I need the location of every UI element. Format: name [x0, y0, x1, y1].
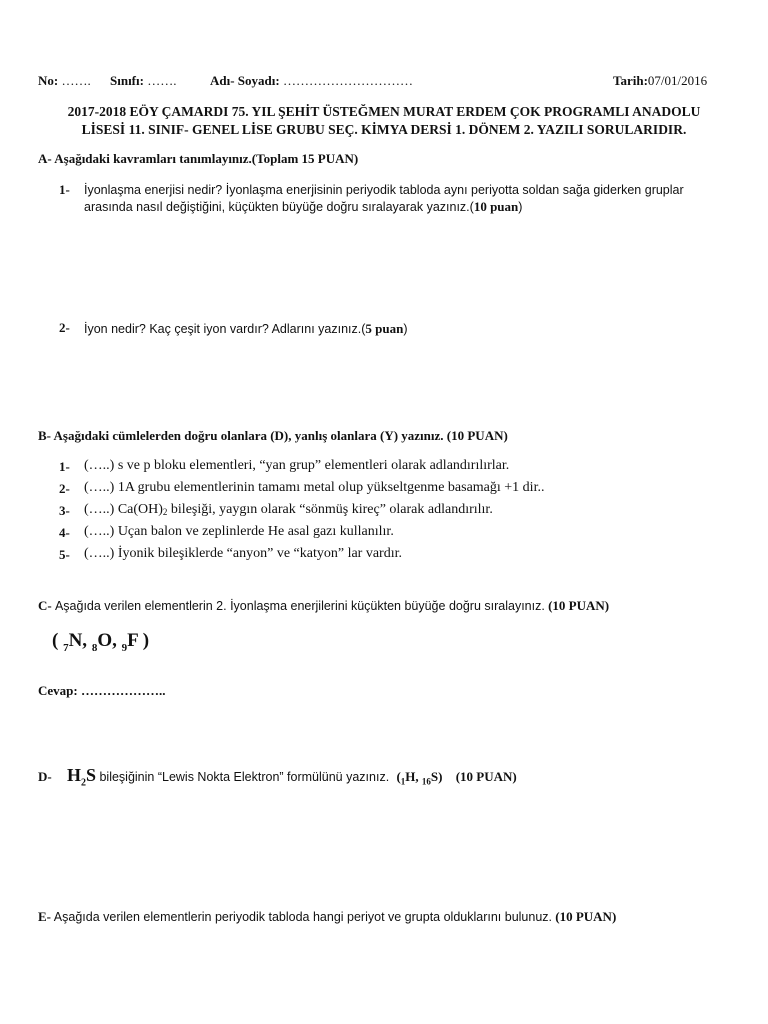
no-label: No:: [38, 73, 59, 88]
question-b1-text: (…..) s ve p bloku elementleri, “yan grup” elementleri olarak adlandırılırlar.: [84, 458, 510, 473]
section-d-text: bileşiğinin “Lewis Nokta Elektron” formülünü yazınız.: [96, 770, 390, 784]
section-d-points: (10 PUAN): [455, 769, 517, 784]
nitrogen-symbol: N,: [68, 630, 92, 651]
section-e-text: Aşağıda verilen elementlerin periyodik tabloda hangi periyot ve grupta olduklarını bulunuz.: [51, 910, 553, 924]
question-a1-text: arasında nasıl değiştiğini, küçükten büyüğe doğru sıralayarak yazınız.(: [84, 200, 474, 214]
question-a1-number: 1-: [59, 182, 70, 197]
question-b4-number: 4-: [59, 525, 70, 540]
o-atomic-number: 8: [91, 641, 98, 654]
question-b1-number: 1-: [59, 459, 70, 474]
hint-s-sub: 16: [421, 776, 431, 787]
answer-label: Cevap:: [38, 683, 78, 698]
oxygen-symbol: O,: [97, 630, 122, 651]
question-b3-pre: (…..) Ca(OH): [84, 502, 163, 517]
question-b4-text: (…..) Uçan balon ve zeplinlerde He asal gazı kullanılır.: [84, 524, 394, 539]
question-a1-points: 10 puan: [473, 199, 519, 214]
section-e-points: (10 PUAN): [555, 909, 617, 924]
h2s-h: H: [66, 765, 81, 785]
n-atomic-number: 7: [63, 641, 69, 654]
answer-field[interactable]: ………………..: [80, 683, 166, 698]
fluorine-symbol: F: [127, 630, 138, 651]
date-group: [613, 73, 707, 89]
section-d-letter: D-: [38, 769, 52, 784]
f-atomic-number: 9: [121, 641, 128, 654]
question-a2-text: İyon nedir? Kaç çeşit iyon vardır? Adlarını yazınız.(: [84, 322, 366, 336]
question-b3-number: 3-: [59, 503, 70, 518]
question-b3-post: bileşiği, yaygın olarak “sönmüş kireç” olarak adlandırılır.: [167, 502, 493, 517]
question-b3-subscript: 2: [162, 507, 168, 517]
question-b3-text: [84, 502, 493, 518]
h2s-s: S: [85, 765, 96, 785]
h2s-formula: [66, 765, 96, 789]
question-a2: [84, 321, 408, 337]
question-b5-text: (…..) İyonik bileşiklerde “anyon” ve “katyon” lar vardır.: [84, 546, 402, 561]
question-a2-number: 2-: [59, 320, 70, 335]
question-a1-line2: [84, 199, 522, 215]
question-b2-number: 2-: [59, 481, 70, 496]
exam-title-line2: LİSESİ 11. SINIF- GENEL LİSE GRUBU SEÇ. KİMYA DERSİ 1. DÖNEM 2. YAZILI SORULARIDIR.: [81, 122, 687, 137]
name-field-group: [210, 73, 413, 89]
section-a-heading: A- Aşağıdaki kavramları tanımlayınız.(Toplam 15 PUAN): [38, 151, 359, 166]
formula-open-paren: (: [52, 630, 59, 651]
section-c-heading: [38, 598, 609, 614]
question-b5-number: 5-: [59, 547, 70, 562]
exam-title-line1: 2017-2018 EÖY ÇAMARDI 75. YIL ŞEHİT ÜSTEĞMEN MURAT ERDEM ÇOK PROGRAMLI ANADOLU: [67, 104, 701, 119]
section-c-letter: C-: [38, 598, 52, 613]
class-field-group: [110, 73, 176, 89]
hint-open: (: [396, 769, 401, 784]
question-a1-close: ): [518, 200, 523, 214]
section-d-hint: [396, 769, 443, 787]
h2s-subscript: 2: [80, 777, 86, 789]
adi-field[interactable]: …………………………: [282, 73, 413, 88]
adi-label: Adı- Soyadı:: [210, 73, 280, 88]
sinif-label: Sınıfı:: [110, 73, 144, 88]
section-c-answer: [38, 683, 165, 699]
question-b2-text: (…..) 1A grubu elementlerinin tamamı metal olup yükseltgenme basamağı +1 dir..: [84, 480, 545, 495]
section-e-heading: [38, 909, 616, 925]
section-b-heading: B- Aşağıdaki cümlelerden doğru olanlara (D), yanlış olanlara (Y) yazınız. (10 PUAN): [38, 428, 508, 443]
sinif-field[interactable]: …….: [147, 73, 177, 88]
question-a2-close: ): [403, 322, 408, 336]
date-label: Tarih:: [613, 73, 648, 88]
section-c-formula: [52, 630, 149, 654]
date-value: 07/01/2016: [647, 73, 708, 88]
no-field[interactable]: …….: [61, 73, 91, 88]
section-d-heading: [38, 765, 517, 789]
hint-h-sub: 1: [400, 776, 406, 787]
section-c-points: (10 PUAN): [548, 598, 610, 613]
question-a2-points: 5 puan: [365, 321, 404, 336]
section-e-letter: E-: [38, 909, 51, 924]
hint-h: H,: [405, 769, 422, 784]
student-info-row: [38, 73, 91, 89]
hint-s: S): [430, 769, 443, 784]
question-a1-line1: İyonlaşma enerjisi nedir? İyonlaşma enerjisinin periyodik tabloda aynı periyotta soldan sağa giderken gruplar: [84, 183, 684, 197]
formula-close-paren: ): [142, 630, 150, 651]
section-c-text: Aşağıda verilen elementlerin 2. İyonlaşma enerjilerini küçükten büyüğe doğru sıralayınız.: [54, 599, 545, 613]
